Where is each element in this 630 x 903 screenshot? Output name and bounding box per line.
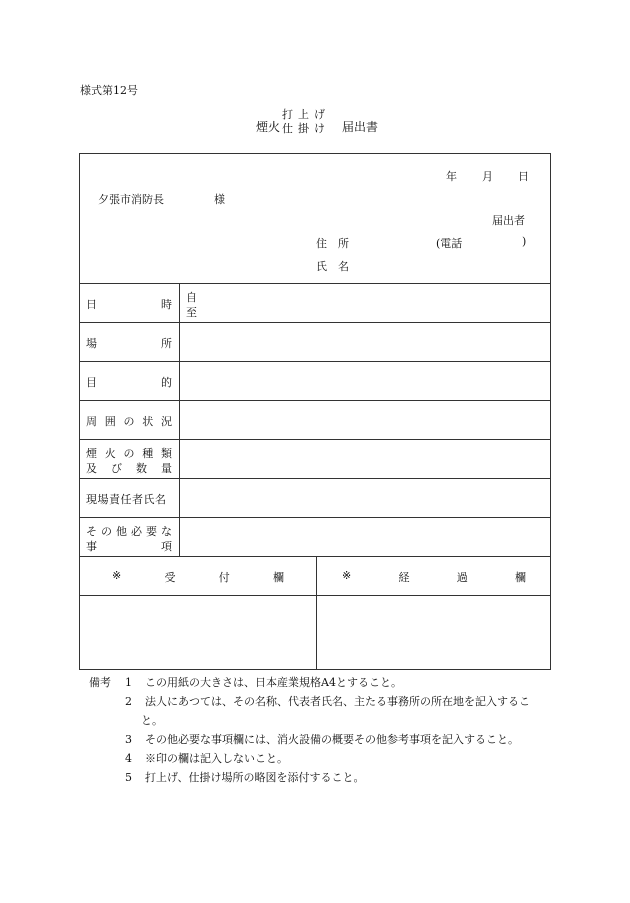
phone-label: (電話 [436,237,463,250]
date-day: 日 [518,170,529,183]
title-fireworks: 煙火 [256,120,281,134]
title-launch: 打上げ [282,108,330,121]
addressee: 夕張市消防長 [98,193,164,206]
note-text: その他必要な事項欄には、消火設備の概要その他参考事項を記入すること。 [145,733,519,746]
row-place-label: 場 所 [86,337,172,350]
row-surroundings-label: 周 囲 の 状 況 [86,415,172,428]
address-label: 住 所 [316,237,349,250]
date-year: 年 [446,170,457,183]
datetime-to: 至 [186,306,197,319]
note-number: 2 [125,695,132,708]
form-number: 様式第12号 [80,84,138,97]
note-number: 5 [125,771,132,784]
phone-close: ) [522,235,527,248]
row-other-label: そ の 他 必 要 な [86,525,172,538]
note-continuation: と。 [141,714,163,727]
notifier-label: 届出者 [492,214,525,227]
note-text: 打上げ、仕掛け場所の略図を添付すること。 [145,771,365,784]
row-fireworks-quantity-label: 及 び 数 量 [86,462,172,475]
note-text: ※印の欄は記入しないこと。 [145,752,288,765]
name-label: 氏 名 [316,260,349,273]
remarks-label: 備考 [89,676,111,689]
note-number: 1 [125,676,132,689]
note-text: この用紙の大きさは、日本産業規格A4とすること。 [145,676,402,689]
row-site-manager-label: 現場責任者氏名 [86,493,167,506]
form-table [79,153,551,670]
progress-column-header: ※ 経 過 欄 [342,569,526,584]
date-month: 月 [482,170,493,183]
honorific: 様 [214,193,225,206]
reception-column-header: ※ 受 付 欄 [112,569,284,584]
row-datetime-label: 日 時 [86,298,172,311]
title-type-stack [282,108,330,136]
note-number: 3 [125,733,132,746]
row-purpose-label: 目 的 [86,376,172,389]
row-other-label-2: 事 項 [86,540,172,553]
title-setpiece: 仕掛け [282,122,330,135]
note-text: 法人にあつては、その名称、代表者氏名、主たる事務所の所在地を記入するこ [145,695,530,708]
title-notification: 届出書 [342,120,379,134]
note-number: 4 [125,752,132,765]
datetime-from: 自 [186,291,197,304]
row-fireworks-type-label: 煙 火 の 種 類 [86,447,172,460]
